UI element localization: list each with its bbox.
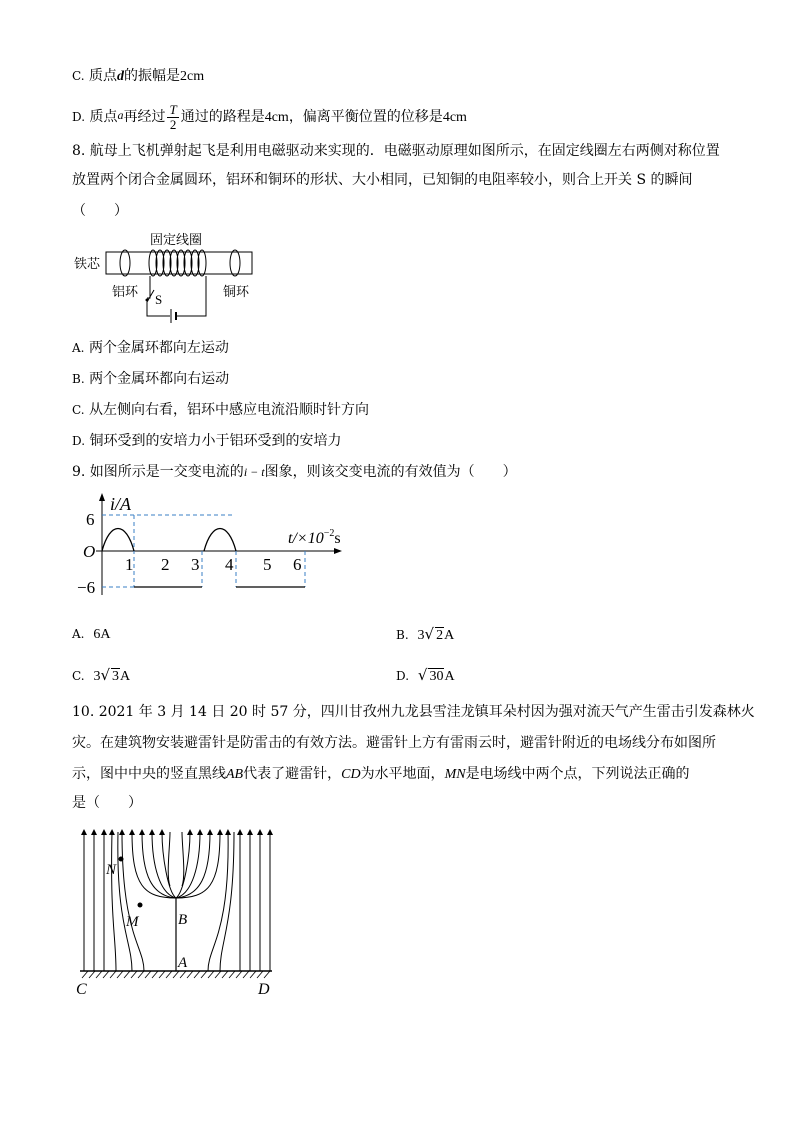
option-label: A. [72, 341, 85, 355]
stem-text: 9. 如图所示是一交变电流的 [72, 464, 244, 480]
option-text: 两个金属环都向右运动 [89, 371, 230, 387]
y-tick-neg6: −6 [77, 578, 96, 597]
radicand: 3 [112, 669, 120, 684]
aluminum-label: 铝环 [112, 284, 139, 299]
q8-option-a [72, 338, 229, 358]
stem-text: 是电场线中两个点，下列说法正确的 [465, 766, 690, 782]
stem-math: i − t [243, 465, 265, 479]
point-n [119, 857, 124, 862]
variable-d: d [117, 69, 125, 84]
variable-a: a [117, 108, 124, 122]
option-label: B. [396, 628, 409, 642]
ground-hatching [82, 971, 270, 978]
option-label: D. [72, 434, 86, 448]
label-a: A [178, 955, 188, 971]
copper-label: 铜环 [223, 284, 250, 299]
q8-stem-line2: 放置两个闭合金属圆环，铝环和铜环的形状、大小相同，已知铜的电阻率较小，则合上开关 S 的瞬间 [72, 172, 693, 188]
option-label: C. [72, 69, 85, 83]
unit: A [120, 669, 131, 684]
stem-text: 图象，则该交变电流的有效值为（ ） [264, 464, 517, 480]
q8-option-c [72, 400, 369, 420]
y-tick-6: 6 [86, 510, 95, 529]
radicand: 30 [429, 669, 444, 684]
copper-ring [230, 250, 240, 276]
origin-label: O [83, 542, 96, 561]
y-axis-arrow [99, 493, 105, 501]
coil-label: 固定线圈 [150, 232, 203, 247]
q10-field-line-figure [72, 826, 282, 998]
option-text: 铜环受到的安培力小于铝环受到的安培力 [89, 433, 342, 449]
option-label: C. [72, 669, 85, 683]
coefficient: 3 [417, 628, 425, 643]
y-axis-label: i/A [110, 494, 131, 514]
label-b: B [178, 912, 188, 928]
stem-text: 代表了避雷针， [243, 766, 342, 782]
label-cd: CD [341, 767, 361, 782]
q8-stem-line1: 8. 航母上飞机弹射起飞是利用电磁驱动来实现的．电磁驱动原理如图所示，在固定线圈左右两侧对称位置 [72, 143, 720, 159]
switch-label: S [155, 292, 163, 307]
q8-figure-em-drive [70, 228, 260, 328]
stem-text: 示，图中中央的竖直黑线 [72, 766, 226, 782]
q10-stem-line2: 灾。在建筑物安装避雷针是防雷击的有效方法。避雷针上方有雷雨云时，避雷针附近的电场线分布如图所 [72, 735, 716, 751]
half-sine-2 [204, 529, 236, 552]
option-text: 质点 [89, 109, 118, 125]
x-tick-1: 1 [125, 555, 134, 574]
point-m [138, 903, 143, 908]
q10-stem-line3 [72, 764, 690, 785]
value: 4cm [442, 110, 467, 125]
q9-stem [72, 462, 517, 482]
x-axis-label: $t/\times 10^{-2}s$ [288, 528, 341, 547]
half-sine-1 [102, 529, 134, 552]
stem-text: 为水平地面， [360, 766, 445, 782]
option-text: 两个金属环都向左运动 [88, 340, 229, 356]
label-n: N [106, 862, 117, 878]
wire-right [177, 276, 206, 316]
option-label: D. [396, 669, 410, 683]
label-d: D [258, 981, 270, 998]
core-label: 铁芯 [74, 256, 101, 271]
label-m: M [126, 914, 139, 930]
label-mn: MN [444, 767, 466, 782]
unit: A [444, 669, 455, 684]
fraction-t-over-2 [167, 103, 178, 132]
fixed-coil [149, 250, 206, 276]
option-label: C. [72, 403, 85, 417]
sqrt-sign: √ [100, 666, 111, 684]
q8-option-b [72, 369, 229, 389]
q7-option-c [72, 66, 204, 87]
x-tick-2: 2 [161, 555, 170, 574]
q9-option-d [396, 665, 455, 687]
q10-stem-line4: 是（ ） [72, 795, 142, 811]
q9-option-b [396, 624, 454, 646]
x-tick-3: 3 [191, 555, 200, 574]
wire-left [147, 276, 150, 298]
q8-option-d [72, 431, 341, 451]
coefficient: 3 [93, 669, 101, 684]
option-text: 再经过 [123, 109, 166, 125]
sqrt-sign: √ [424, 625, 435, 643]
option-label: B. [72, 372, 85, 386]
q7-option-d [72, 98, 467, 135]
q9-option-c [72, 665, 130, 687]
value: 4cm [264, 110, 289, 125]
x-tick-5: 5 [263, 555, 272, 574]
label-ab: AB [226, 767, 244, 782]
fraction-numerator: T [169, 101, 177, 117]
fraction-denominator: 2 [169, 116, 177, 132]
option-text: 从左侧向右看，铝环中感应电流沿顺时针方向 [89, 402, 370, 418]
value: 2cm [180, 69, 205, 84]
q10-stem-line1: 10. 2021 年 3 月 14 日 20 时 57 分，四川甘孜州九龙县雪洼龙镇耳朵村因为强对流天气产生雷击引发森林火 [72, 704, 755, 720]
curved-field-lines [112, 832, 234, 971]
label-c: C [76, 981, 87, 998]
q9-i-t-graph [74, 490, 374, 602]
unit: A [444, 628, 455, 643]
option-text: 6A [93, 627, 111, 642]
option-text: ，偏离平衡位置的位移是 [288, 109, 443, 125]
q8-answer-blank: （ ） [72, 203, 128, 219]
q9-option-a [72, 624, 111, 645]
radicand: 2 [436, 628, 444, 643]
option-text: 的振幅是 [124, 68, 181, 84]
aluminum-ring [120, 250, 130, 276]
option-text: 通过的路程是 [180, 109, 265, 125]
option-label: D. [72, 110, 86, 124]
x-axis-arrow [334, 548, 342, 554]
x-tick-4: 4 [225, 555, 234, 574]
option-text: 质点 [89, 68, 118, 84]
x-tick-6: 6 [293, 555, 302, 574]
sqrt-sign: √ [417, 666, 428, 684]
option-label: A. [72, 627, 85, 641]
